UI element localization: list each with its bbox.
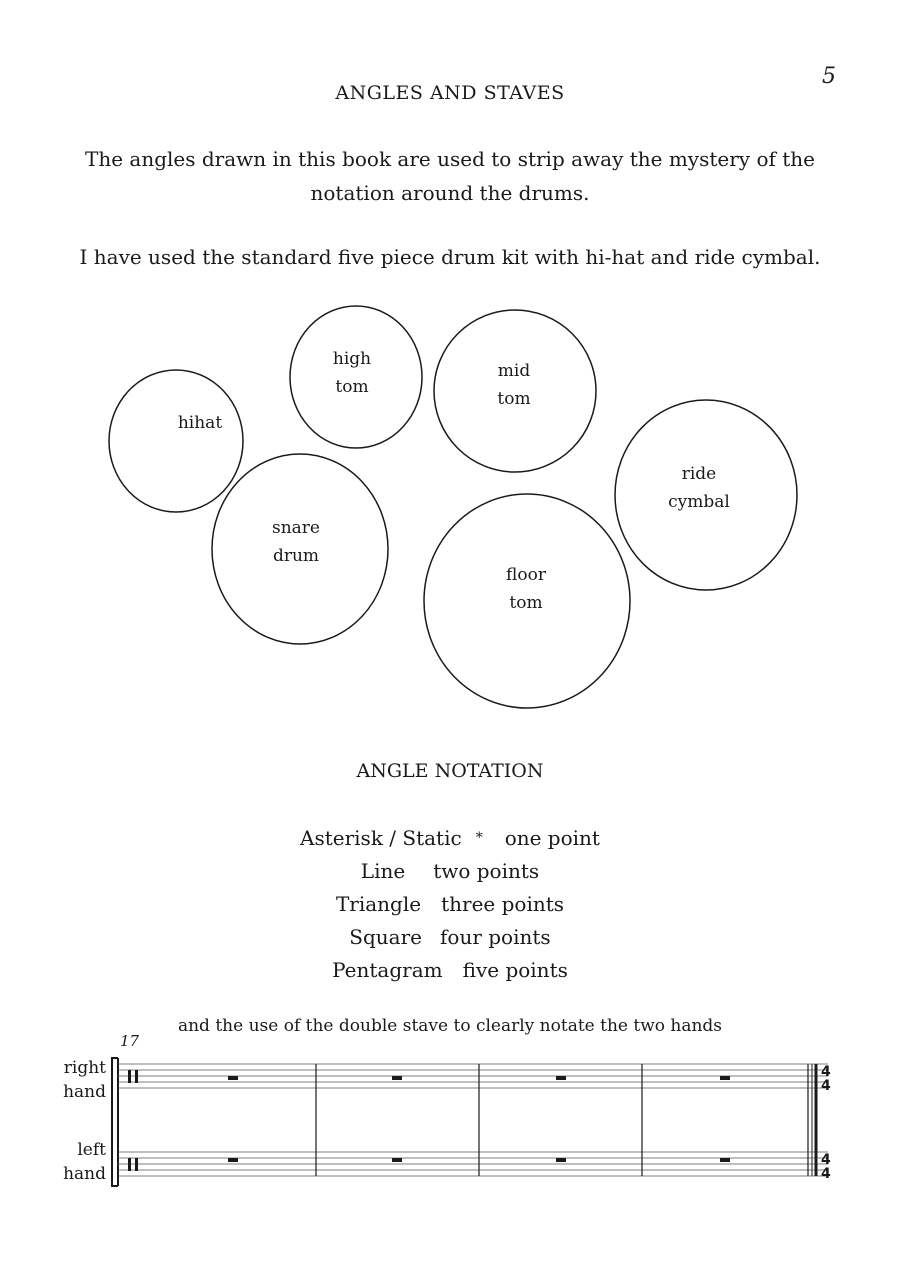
whole-rest <box>720 1076 730 1080</box>
time-signature-top: 4 <box>821 1152 831 1168</box>
notation-points: one point <box>504 826 600 850</box>
whole-rest <box>556 1158 566 1162</box>
mid-tom-label <box>474 357 554 413</box>
notation-points: three points <box>441 892 565 916</box>
time-signature-bottom: 4 <box>821 1166 831 1182</box>
floor-tom-label <box>486 561 566 617</box>
whole-rest <box>228 1076 238 1080</box>
right-hand-label-line2: hand <box>63 1082 106 1102</box>
floor-tom-label-line2: tom <box>509 593 543 613</box>
floor-tom-label-line1: floor <box>506 565 546 585</box>
left-hand-clef-bar <box>128 1158 131 1171</box>
left-hand-label <box>52 1138 106 1186</box>
percussion-clefs <box>128 1070 138 1171</box>
hihat-label <box>160 409 240 437</box>
measure-number: 17 <box>120 1032 140 1050</box>
time-signatures <box>821 1064 831 1182</box>
notation-row-asterisk <box>0 822 900 855</box>
right-hand-clef-bar <box>128 1070 131 1083</box>
left-hand-label-line1: left <box>77 1140 106 1160</box>
notation-name: Pentagram <box>332 958 443 982</box>
page-number: 5 <box>822 64 836 89</box>
high-tom-label-line1: high <box>332 349 372 369</box>
high-tom-label-line2: tom <box>335 377 369 397</box>
whole-rest <box>228 1158 238 1162</box>
hihat-circle <box>109 370 243 512</box>
notation-name: Asterisk / Static <box>300 826 462 850</box>
whole-rest <box>556 1076 566 1080</box>
angle-notation-title: ANGLE NOTATION <box>356 760 544 782</box>
mid-tom-label-line2: tom <box>497 389 531 409</box>
whole-rest <box>720 1158 730 1162</box>
right-hand-label <box>52 1056 106 1104</box>
high-tom-label <box>312 345 392 401</box>
notation-name: Triangle <box>335 892 422 916</box>
mid-tom-label-line1: mid <box>497 361 531 381</box>
time-signature-bottom: 4 <box>821 1078 831 1094</box>
hihat-label-text: hihat <box>177 413 223 433</box>
page-title: ANGLES AND STAVES <box>335 82 565 104</box>
ride-cymbal-label <box>654 460 744 516</box>
notation-points: two points <box>433 859 540 883</box>
notation-row-line <box>0 855 900 888</box>
ride-cymbal-label-line2: cymbal <box>668 492 730 512</box>
whole-rest <box>392 1158 402 1162</box>
notation-row-pentagram <box>0 954 900 987</box>
snare-drum-label-line2: drum <box>272 546 320 566</box>
stave-caption: and the use of the double stave to clearly notate the two hands <box>177 1016 723 1036</box>
snare-drum-label <box>256 514 336 570</box>
notation-symbol: * <box>475 830 483 846</box>
notation-name: Square <box>349 925 423 949</box>
time-signature-top: 4 <box>821 1064 831 1080</box>
whole-rest <box>392 1076 402 1080</box>
notation-points: four points <box>440 925 551 949</box>
intro-paragraph: The angles drawn in this book are used to strip away the mystery of the notation around the drums. <box>84 147 816 205</box>
snare-drum-label-line1: snare <box>272 518 320 538</box>
left-hand-staff <box>118 1152 828 1176</box>
notation-row-square <box>0 921 900 954</box>
notation-row-triangle <box>0 888 900 921</box>
notation-points: five points <box>462 958 568 982</box>
notation-name: Line <box>360 859 406 883</box>
right-hand-label-line1: right <box>63 1058 106 1078</box>
ride-cymbal-label-line1: ride <box>681 464 717 484</box>
kit-description: I have used the standard five piece drum kit with hi-hat and ride cymbal. <box>79 245 821 269</box>
left-hand-label-line2: hand <box>63 1164 106 1184</box>
